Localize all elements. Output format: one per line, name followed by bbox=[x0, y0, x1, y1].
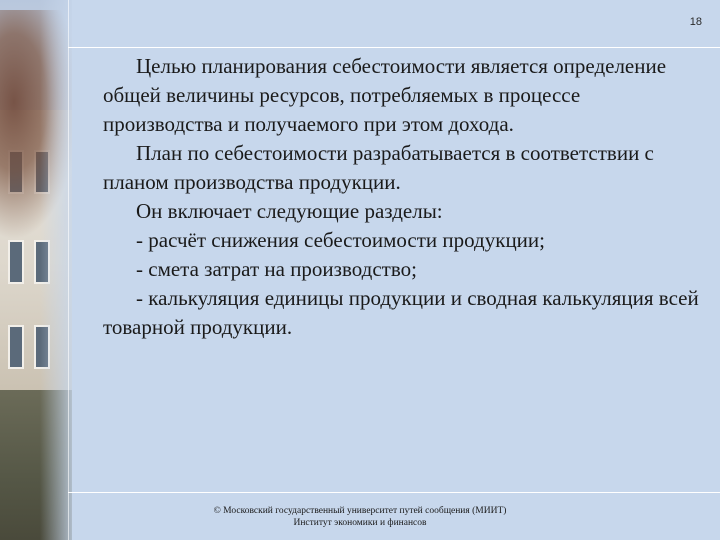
page-number: 18 bbox=[689, 16, 702, 28]
paragraph: План по себестоимости разрабатывается в соответствии с планом производства продукции. bbox=[103, 141, 654, 194]
building-photo bbox=[0, 0, 72, 540]
list-item: - расчёт снижения себестоимости продукции; bbox=[136, 228, 545, 252]
window bbox=[8, 240, 24, 284]
slide-body bbox=[103, 52, 703, 342]
list-item: - калькуляция единицы продукции и сводная калькуляция всей товарной продукции. bbox=[103, 286, 699, 339]
window bbox=[8, 325, 24, 369]
bottom-divider bbox=[68, 492, 720, 493]
footer-university: © Московский государственный университет путей сообщения (МИИТ) bbox=[213, 506, 507, 516]
paragraph: Целью планирования себестоимости является определение общей величины ресурсов, потребляемых в процессе производства и получаемого при этом дохода. bbox=[103, 54, 667, 136]
vertical-divider bbox=[68, 0, 69, 540]
top-divider bbox=[68, 47, 720, 48]
paragraph: Он включает следующие разделы: bbox=[136, 199, 443, 223]
footer bbox=[150, 505, 570, 529]
list-item: - смета затрат на производство; bbox=[136, 257, 417, 281]
footer-institute: Институт экономики и финансов bbox=[293, 518, 427, 528]
